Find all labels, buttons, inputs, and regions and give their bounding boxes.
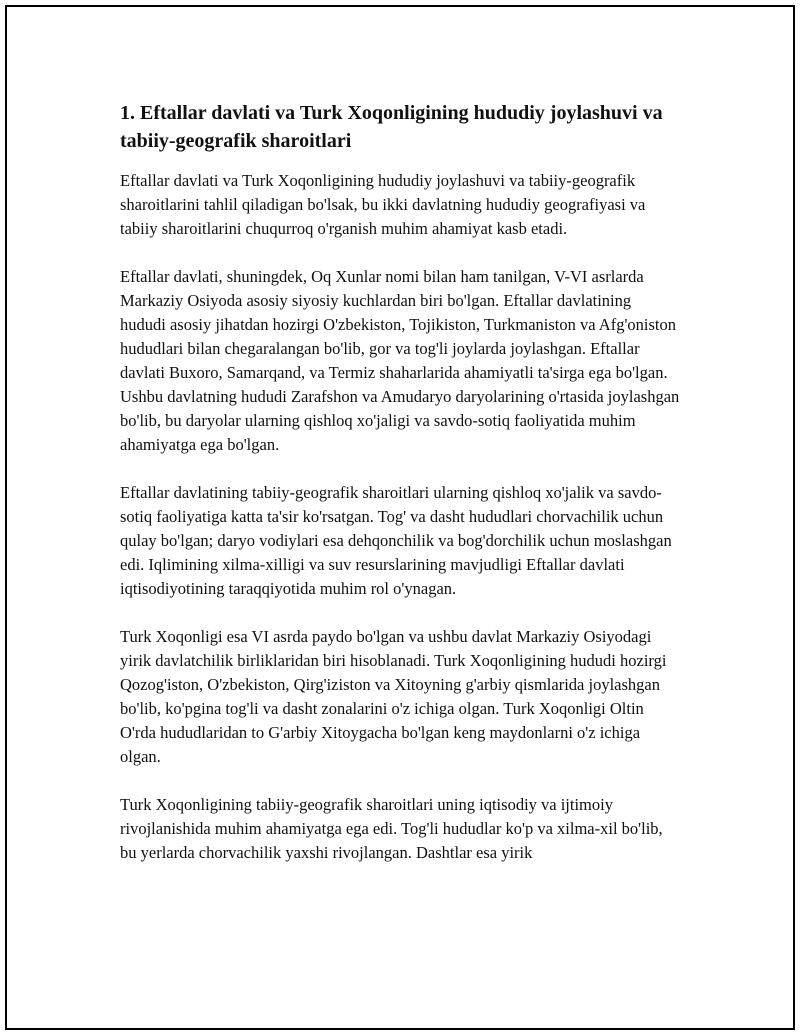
paragraph-eftallar-territory: Eftallar davlati, shuningdek, Oq Xunlar nomi bilan ham tanilgan, V-VI asrlarda Markaziy Osiyoda asosiy siyosiy kuchlardan biri bo'lgan. Eftallar davlatining hududi asosiy jihatdan hozirgi O'zbekiston, Tojikiston, Turkmaniston va Afg'oniston hududlari bilan chegaralangan bo'lib, gor va tog'li joylarda joylashgan. Eftallar davlati Buxoro, Samarqand, va Termiz shaharlarida ahamiyatli ta'sirga ega bo'lgan. Ushbu davlatning hududi Zarafshon va Amudaryo daryolarining o'rtasida joylashgan bo'lib, bu daryolar ularning qishloq xo'jaligi va savdo-sotiq faoliyatida muhim ahamiyatga ega bo'lgan. bbox=[120, 267, 680, 454]
paragraph-intro: Eftallar davlati va Turk Xoqonligining hududiy joylashuvi va tabiiy-geografik sharoitlarini tahlil qiladigan bo'lsak, bu ikki davlatning hududiy geografiyasi va tabiiy sharoitlarini chuqurroq o'rganish muhim ahamiyat kasb etadi. bbox=[120, 171, 646, 238]
document-body bbox=[120, 99, 680, 889]
paragraph-eftallar-geography: Eftallar davlatining tabiiy-geografik sharoitlari ularning qishloq xo'jalik va savdo-sotiq faoliyatiga katta ta'sir ko'rsatgan. Tog' va dasht hududlari chorvachilik uchun qulay bo'lgan; daryo vodiylari esa dehqonchilik va bog'dorchilik uchun moslashgan edi. Iqlimining xilma-xilligi va suv resurslarining mavjudligi Eftallar davlati iqtisodiyotining taraqqiyotida muhim rol o'ynagan. bbox=[120, 483, 672, 598]
section-heading: 1. Eftallar davlati va Turk Xoqonligining hududiy joylashuvi va tabiiy-geografik sharoitlari bbox=[120, 102, 663, 152]
paragraph-turk-territory: Turk Xoqonligi esa VI asrda paydo bo'lgan va ushbu davlat Markaziy Osiyodagi yirik davlatchilik birliklaridan biri hisoblanadi. Turk Xoqonligining hududi hozirgi Qozog'iston, O'zbekiston, Qirg'iziston va Xitoyning g'arbiy qismlarida joylashgan bo'lib, ko'pgina tog'li va dasht zonalarini o'z ichiga olgan. Turk Xoqonligi Oltin O'rda hududlaridan to G'arbiy Xitoygacha bo'lgan keng maydonlarni o'z ichiga olgan. bbox=[120, 627, 667, 766]
page-frame bbox=[5, 5, 795, 1030]
paragraph-turk-geography: Turk Xoqonligining tabiiy-geografik sharoitlari uning iqtisodiy va ijtimoiy rivojlanishida muhim ahamiyatga ega edi. Tog'li hududlar ko'p va xilma-xil bo'lib, bu yerlarda chorvachilik yaxshi rivojlangan. Dashtlar esa yirik bbox=[120, 795, 663, 862]
